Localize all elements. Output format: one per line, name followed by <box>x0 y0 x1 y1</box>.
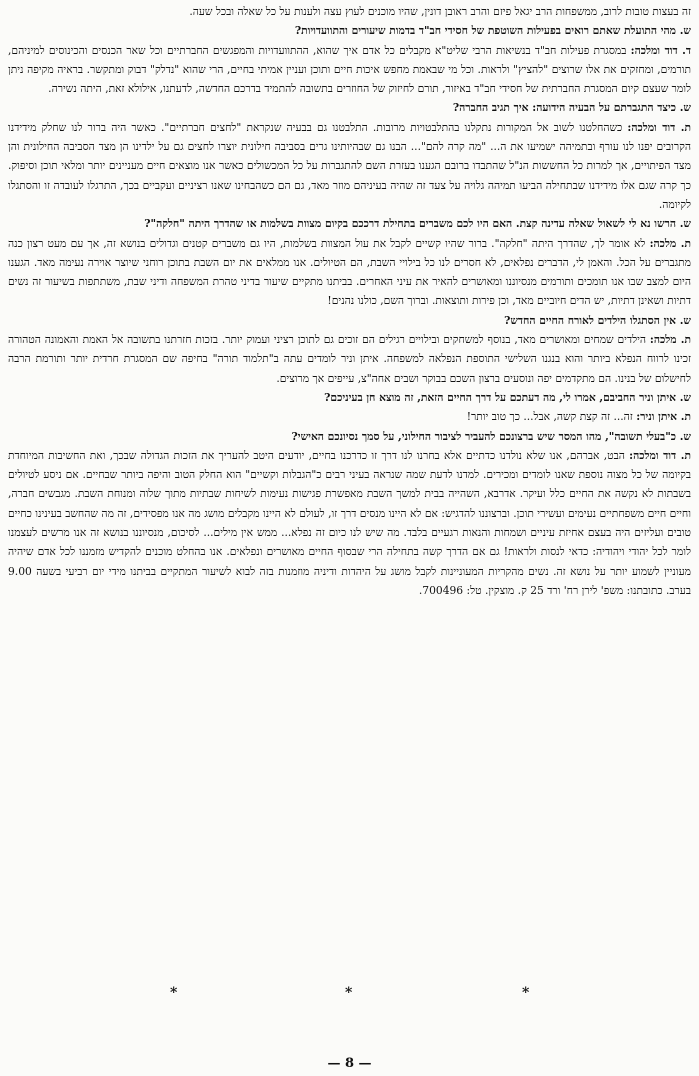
question-4: ש. אין הסתגלו הילדים לאורח החיים החדש? <box>504 313 691 327</box>
answer-4 <box>8 330 691 388</box>
divider-star: * <box>170 985 178 1001</box>
answer-text: הילדים שמחים ומאושרים מאד, בנוסף למשחקים ובילויים רגילים הם זוכים גם לתוכן רציני ועמוק יותר. בזכות חזרתנו בתשובה אל האמת והאמונה הטהורה זכינו לרווח הנפלא ביותר והוא בנגנו השלישי התוספת הנפלאה למשפחה. איתן וניר לומדים עתה ב"תלמוד תורה" בחיפה שם המסגרת חרדית יותר ותורמת הרבה לחישלום של בנינו. הם מתקדמים יפה ונוסעים ברצון השכם בבוקר ושבים אחה"צ, עייפים אך מרוצים. <box>8 333 691 385</box>
divider-star: * <box>522 985 530 1001</box>
answer-3 <box>8 234 691 311</box>
answer-6 <box>8 446 691 600</box>
article-body <box>8 2 691 600</box>
answer-5 <box>8 407 691 426</box>
question-2: ש. כיצד התגברתם על הבעיה הידועה: איך תגיב החברה? <box>452 101 691 115</box>
answer-text: לא אומר לך, שהדרך היתה "חלקה". ברור שהיו קשיים לקבל את עול המצוות בשלמות, היו גם משברים קטנים וגדולים בנושא זה, אך עם מעט רצון כנה מתגברים על הכל. והאמן לי, הדברים נפלאים, לא חסרים לנו כל בילויי השבת, הם הטיולים. אנו ממלאים את יום השבת בתוכן רוחני שיוצר אוירה נעימה מאד. הגענו היום למצב שבו אנו תומכים ותורמים מנסיוננו ומאושרים להאיר את עיני האחרים. בביתנו מתקיים שיעור בדיני טהרת המשפחה ודיני שבת, משתתפות בשיעור זה נשים דתיות ושאינן דתיות, יש הדים חיוביים מאד, וכן פירות ותוצאות. וברוך השם, כולנו נהנים! <box>8 236 691 308</box>
answer-speaker: ת. מלכה: <box>649 236 691 250</box>
answer-text: כשהחלטנו לשוב אל המקורות נתקלנו בהתלבטויות מרובות. התלבטנו גם בבעיה שנקראת "לחצים חברתיים". כאשר היה ברור לנו שחלק מידידנו הקרובים יפנו לנו עורף ובתמיהה ישמיעו את ה... "מה קרה להם"... הבנו גם שבהיותינו גרים בסביבה חילונית יוצרו לחצים גם על ילדינו הן מצד הסביבה החילונית והן מצד הפיתויים, אך למרות כל החששות הנ"ל שהתבדו ברובם הגענו בעזרת השם להתגברות על כל המכשולים כאשר אנו מוצאים חיים מעניינים יותר ומלאי תוכן וסיפוק. כך קרה שגם אלו מידידנו שבתחילה הביעו תמיהה גלויה על צעד זה שהיה בעיניהם מוזר מאד, גם הם כשהבחינו שאנו רציניים ועקביים בכך, התרגלו לעובדה זו והסתגלו לקיומה. <box>8 120 691 211</box>
answer-1 <box>8 41 691 99</box>
answer-2 <box>8 118 691 214</box>
answer-speaker: ת. איתן וניר: <box>636 410 691 424</box>
answer-speaker: ד. דוד ומלכה: <box>630 43 692 57</box>
answer-speaker: ת. מלכה: <box>649 333 691 347</box>
answer-speaker: ת. דוד ומלכה: <box>629 448 691 462</box>
answer-text: הבט, אברהם, אנו שלא נולדנו כדתיים אלא בחרנו לנו דרך זו כדרכנו בחיים, יודעים היטב להעריך את הזכות הגדולה שבכך, ואת החשיבות המיוחדת בקיומה של כל מצוה נוספת שאנו לומדים ומכירים. למדנו לדעת שמה שנראה בעיני רבים כ"הגבלות וקשיים" הוא החלק הטוב והיפה ביותר שבחיים. אם ניסע לטיולים בשבתות לא נקשה את החיים כלל ועיקר. אדרבא, השהייה בבית למשך השבת מאפשרת פגישות נעימות לשיחות שבתיות מתוך שלוה ומנוחת השבת. מגבשים חברה, וחיים חיים משפחתיים נעימים ועשירי תוכן. וברצוננו להדגיש: אם לא היינו מנסים דרך זו, לעולם לא היינו מקבלים מושג מה אנו מפסידים, זה מה שהחשב בעינינו כחיים טובים ועליזים היה בעצם אחיזת עיניים ושמחות והנאות רגעיים בלבד. מה שיש לנו כיום זה נפלא... ממש אין מילים... לסיכום, מנסיוננו בנושא זה אנו מרשים לעצמנו לומר לכל יהודי ויהודיה: כדאי לנסות ולראות! גם אם הדרך קשה בתחילה הרי שבסוף החיים מאושרים ונפלאים. אנו בהחלט מוכנים להקדיש מזמננו לכל אדם שיהיה מעוניין לשמוע יותר על נושא זה. נשים מהקריות המעוניינות לקבל מושג על היהדות ודיניה מוזמנות בזה לבוא לשיעור המתקיים בביתנו מידי יום רביעי בשעה 9.00 בערב. כתובתנו: משפ' לירן רח' ורד 25 ק. מוצקין. טל: 700496. <box>8 448 691 597</box>
answer-text: זה... זה קצת קשה, אבל... כך טוב יותר! <box>466 410 633 424</box>
divider-star: * <box>345 985 353 1001</box>
intro-paragraph: זה בעצות טובות לרוב, ממשפחות הרב יגאל פיזם והרב ראובן דונין, שהיו מוכנים לעוץ עצה ולענות על כל שאלה ובכל שעה. <box>189 5 691 18</box>
section-divider <box>0 985 699 1005</box>
page-number: — 8 — <box>327 1056 372 1071</box>
question-1: ש. מהי התועלת שאתם רואים בפעילות השוטפת של חסידי חב"ד בדמות שיעורים והתוועדויות? <box>294 24 691 38</box>
answer-text: במסגרת פעילות חב"ד בנשיאות הרבי שליט"א מקבלים כל אדם איך שהוא, ההתוועדויות והמפגשים החברתיים וכל שאר הכנסים והכינוסים למיניהם, תורמים, ומחזקים את אלו שרוצים "להציץ" ולראות. וכל מי שבאמת מחפש איכות חיים ותוכן ועניין אמיתי בחיים, הרי שהוא "נדלק" דבוק ומתקשר. בראיה מקיפה ניתן לומר שעצם קיום המסגרת החברתית של חסידי חב"ד באיזור, תורם לחיזוק של החוזרים בתשובה להתמיד בדרכם החדשה, לדעתנו, אילולא זאת, היתה נשירה. <box>8 43 691 96</box>
answer-speaker: ת. דוד ומלכה: <box>627 120 691 134</box>
question-5: ש. איתן וניר החביבם, אמרו לי, מה דעתכם על דרך החיים הזאת, זה מוצא חן בעיניכם? <box>324 390 691 404</box>
question-3: ש. הרשו נא לי לשאול שאלה עדינה קצת. האם היו לכם משברים בתחילת דרככם בקיום מצוות בשלמות או שהדרך היתה "חלקה"? <box>144 217 691 231</box>
question-6: ש. כ"בעלי תשובה", מהו המסר שיש ברצונכם להעביר לציבור החילוני, על סמך נסיונכם האישי? <box>291 429 691 443</box>
